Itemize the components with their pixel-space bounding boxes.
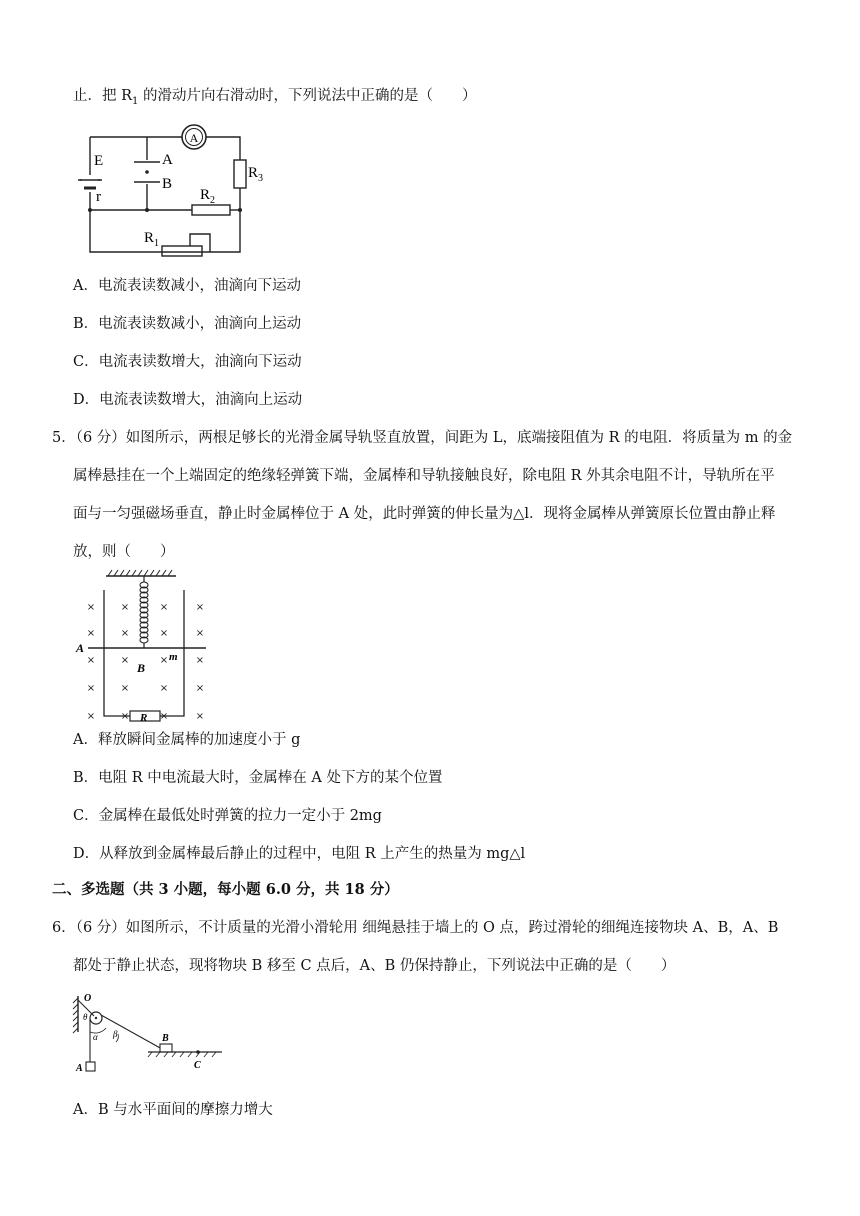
q4-option-b: B．电流表读数减小，油滴向上运动 xyxy=(73,316,302,332)
plate-a-label: A xyxy=(162,152,173,168)
q5-option-c: C．金属棒在最低处时弹簧的拉力一定小于 2mg xyxy=(73,808,382,824)
svg-text:×: × xyxy=(86,655,96,666)
q5-rail-figure xyxy=(74,568,214,723)
q6-stem-line-2: 都处于静止状态，现将物块 B 移至 C 点后，A、B 仍保持静止，下列说法中正确的是（ ） xyxy=(73,958,676,974)
q5-stem-line-3: 面与一匀强磁场垂直，静止时金属棒位于 A 处，此时弹簧的伸长量为△l．现将金属棒从弹簧原长位置由静止释 xyxy=(73,506,776,522)
q4-stem-subscript: 1 xyxy=(132,95,139,107)
q4-stem-text-end: 的滑动片向右滑动时，下列说法中正确的是（ ） xyxy=(138,88,477,104)
q6-option-a: A．B 与水平面间的摩擦力增大 xyxy=(73,1102,273,1118)
point-c-label: C xyxy=(194,1060,201,1071)
r1-label: $R_1$ xyxy=(144,230,160,249)
point-o-label: O xyxy=(84,993,92,1004)
q5-option-b: B．电阻 R 中电流最大时，金属棒在 A 处下方的某个位置 xyxy=(73,770,443,786)
angle-theta-label: θ xyxy=(83,1012,88,1022)
rod-position-a-label: A xyxy=(76,641,85,655)
svg-text:×: × xyxy=(120,628,130,639)
svg-text:×: × xyxy=(195,683,205,694)
svg-text:×: × xyxy=(86,683,96,694)
r3-label: $R_3$ xyxy=(248,165,264,184)
q4-option-a: A．电流表读数减小，油滴向下运动 xyxy=(73,278,301,294)
svg-text:×: × xyxy=(120,683,130,694)
q4-option-c: C．电流表读数增大，油滴向下运动 xyxy=(73,354,302,370)
mass-m-label: m xyxy=(169,651,178,663)
svg-text:×: × xyxy=(159,602,169,613)
svg-text:×: × xyxy=(159,628,169,639)
q6-stem-line-1: 6．（6 分）如图所示，不计质量的光滑小滑轮用 细绳悬挂于墙上的 O 点，跨过滑轮的细绳连接物块 A、B，A、B xyxy=(52,920,779,936)
svg-text:×: × xyxy=(159,655,169,666)
svg-text:×: × xyxy=(195,655,205,666)
q5-stem-line-2: 属棒悬挂在一个上端固定的绝缘轻弹簧下端，金属棒和导轨接触良好，除电阻 R 外其余电阻不计，导轨所在平 xyxy=(73,468,775,484)
q5-stem-line-1: 5．（6 分）如图所示，两根足够长的光滑金属导轨竖直放置，间距为 L，底端接阻值为 R 的电阻．将质量为 m 的金 xyxy=(52,430,793,446)
svg-text:×: × xyxy=(159,683,169,694)
field-b-label: B xyxy=(137,661,146,675)
svg-text:×: × xyxy=(195,628,205,639)
q6-pulley-figure xyxy=(72,992,232,1082)
svg-text:×: × xyxy=(159,711,169,722)
svg-text:×: × xyxy=(195,602,205,613)
q5-option-a: A．释放瞬间金属棒的加速度小于 g xyxy=(73,732,301,748)
svg-text:×: × xyxy=(120,711,130,722)
svg-text:×: × xyxy=(86,711,96,722)
svg-text:×: × xyxy=(120,655,130,666)
block-a-label: A xyxy=(76,1063,83,1074)
svg-text:×: × xyxy=(86,602,96,613)
resistor-r-label: R xyxy=(140,712,148,723)
q4-stem-text: 止．把 R xyxy=(73,88,133,104)
svg-text:×: × xyxy=(86,628,96,639)
ammeter-label: A xyxy=(189,131,199,145)
angle-alpha-label: α xyxy=(93,1032,98,1042)
battery-r-label: r xyxy=(96,189,101,205)
q5-option-d: D．从释放到金属棒最后静止的过程中，电阻 R 上产生的热量为 mg△l xyxy=(73,846,526,862)
angle-beta-label: β xyxy=(113,1029,118,1039)
r2-label: $R_2$ xyxy=(200,187,216,206)
q4-option-d: D．电流表读数增大，油滴向上运动 xyxy=(73,392,303,408)
svg-text:×: × xyxy=(120,602,130,613)
battery-e-label: E xyxy=(94,153,104,169)
q5-stem-line-4: 放，则（ ） xyxy=(73,544,175,560)
plate-b-label: B xyxy=(162,176,173,192)
svg-text:×: × xyxy=(195,711,205,722)
q4-circuit-figure xyxy=(72,122,272,262)
q4-stem-tail xyxy=(73,86,477,112)
section-heading-multiple-choice: 二、多选题（共 3 小题，每小题 6.0 分，共 18 分） xyxy=(52,881,399,898)
block-b-label: B xyxy=(162,1033,169,1044)
